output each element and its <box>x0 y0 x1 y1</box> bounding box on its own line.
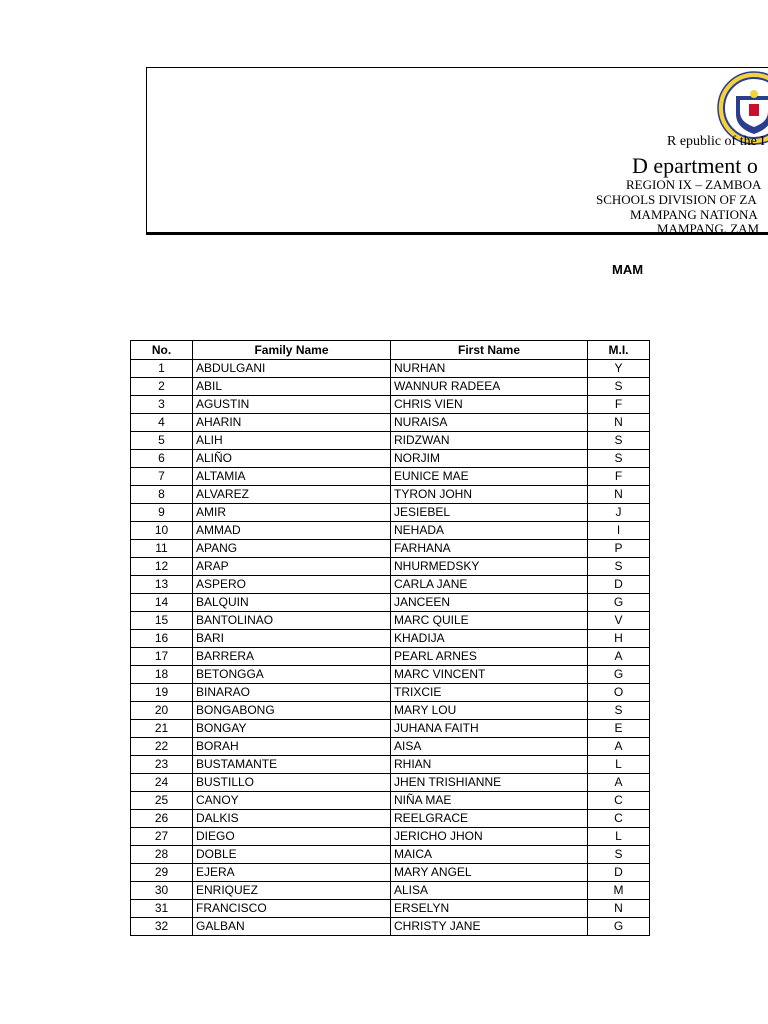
table-row <box>131 702 650 720</box>
cell-no: 9 <box>131 504 193 522</box>
cell-family-name: ABIL <box>193 378 391 396</box>
cell-first-name: MARY LOU <box>391 702 588 720</box>
cell-first-name: NURHAN <box>391 360 588 378</box>
cell-first-name: JHEN TRISHIANNE <box>391 774 588 792</box>
cell-family-name: ALIÑO <box>193 450 391 468</box>
letterhead-region: REGION IX – ZAMBOA <box>626 177 762 192</box>
table-row <box>131 522 650 540</box>
cell-mi: G <box>588 594 650 612</box>
cell-family-name: DALKIS <box>193 810 391 828</box>
cell-no: 24 <box>131 774 193 792</box>
cell-first-name: ERSELYN <box>391 900 588 918</box>
cell-family-name: ABDULGANI <box>193 360 391 378</box>
table-row <box>131 360 650 378</box>
cell-mi: C <box>588 792 650 810</box>
cell-mi: S <box>588 450 650 468</box>
cell-first-name: NORJIM <box>391 450 588 468</box>
table-header-row <box>131 341 650 360</box>
header-no: No. <box>131 341 193 360</box>
header-mi: M.I. <box>588 341 650 360</box>
cell-no: 11 <box>131 540 193 558</box>
cell-no: 30 <box>131 882 193 900</box>
cell-family-name: AHARIN <box>193 414 391 432</box>
cell-mi: G <box>588 666 650 684</box>
table-row <box>131 666 650 684</box>
cell-mi: D <box>588 864 650 882</box>
table-row <box>131 828 650 846</box>
cell-no: 32 <box>131 918 193 936</box>
cell-no: 6 <box>131 450 193 468</box>
cell-no: 26 <box>131 810 193 828</box>
cell-family-name: ALVAREZ <box>193 486 391 504</box>
cell-family-name: ASPERO <box>193 576 391 594</box>
cell-family-name: CANOY <box>193 792 391 810</box>
cell-no: 18 <box>131 666 193 684</box>
cell-family-name: BETONGGA <box>193 666 391 684</box>
table-row <box>131 486 650 504</box>
cell-family-name: ALIH <box>193 432 391 450</box>
cell-no: 20 <box>131 702 193 720</box>
cell-family-name: DOBLE <box>193 846 391 864</box>
letterhead-school: MAMPANG NATIONA <box>630 207 758 222</box>
cell-first-name: WANNUR RADEEA <box>391 378 588 396</box>
cell-mi: N <box>588 414 650 432</box>
cell-first-name: JANCEEN <box>391 594 588 612</box>
cell-mi: F <box>588 468 650 486</box>
table-row <box>131 792 650 810</box>
cell-no: 10 <box>131 522 193 540</box>
table-row <box>131 756 650 774</box>
cell-no: 3 <box>131 396 193 414</box>
cell-no: 12 <box>131 558 193 576</box>
cell-no: 29 <box>131 864 193 882</box>
table-row <box>131 810 650 828</box>
cell-family-name: AMIR <box>193 504 391 522</box>
table-row <box>131 504 650 522</box>
cell-mi: A <box>588 738 650 756</box>
table-row <box>131 738 650 756</box>
cell-family-name: ALTAMIA <box>193 468 391 486</box>
cell-no: 4 <box>131 414 193 432</box>
cell-family-name: AGUSTIN <box>193 396 391 414</box>
table-row <box>131 648 650 666</box>
cell-first-name: TRIXCIE <box>391 684 588 702</box>
cell-family-name: BARI <box>193 630 391 648</box>
cell-no: 25 <box>131 792 193 810</box>
table-row <box>131 396 650 414</box>
letterhead-address: MAMPANG, ZAM <box>657 221 760 236</box>
cell-no: 23 <box>131 756 193 774</box>
cell-family-name: DIEGO <box>193 828 391 846</box>
cell-no: 16 <box>131 630 193 648</box>
cell-first-name: MARY ANGEL <box>391 864 588 882</box>
table-row <box>131 558 650 576</box>
cell-first-name: CHRIS VIEN <box>391 396 588 414</box>
cell-no: 22 <box>131 738 193 756</box>
cell-first-name: FARHANA <box>391 540 588 558</box>
table-row <box>131 432 650 450</box>
cell-mi: E <box>588 720 650 738</box>
cell-first-name: MARC QUILE <box>391 612 588 630</box>
cell-mi: S <box>588 378 650 396</box>
table-row <box>131 918 650 936</box>
cell-family-name: ARAP <box>193 558 391 576</box>
cell-mi: S <box>588 846 650 864</box>
table-row <box>131 594 650 612</box>
cell-first-name: JERICHO JHON <box>391 828 588 846</box>
cell-first-name: NEHADA <box>391 522 588 540</box>
table-row <box>131 720 650 738</box>
cell-family-name: AMMAD <box>193 522 391 540</box>
cell-mi: O <box>588 684 650 702</box>
table-row <box>131 378 650 396</box>
cell-family-name: BINARAO <box>193 684 391 702</box>
cell-no: 7 <box>131 468 193 486</box>
cell-first-name: JESIEBEL <box>391 504 588 522</box>
cell-first-name: JUHANA FAITH <box>391 720 588 738</box>
cell-mi: S <box>588 702 650 720</box>
cell-mi: L <box>588 756 650 774</box>
cell-first-name: REELGRACE <box>391 810 588 828</box>
cell-mi: P <box>588 540 650 558</box>
table-row <box>131 684 650 702</box>
table-row <box>131 414 650 432</box>
letterhead-department: D epartment o <box>632 153 758 178</box>
cell-first-name: CHRISTY JANE <box>391 918 588 936</box>
letterhead <box>146 60 768 240</box>
cell-family-name: BUSTILLO <box>193 774 391 792</box>
cell-mi: L <box>588 828 650 846</box>
cell-no: 21 <box>131 720 193 738</box>
cell-family-name: ENRIQUEZ <box>193 882 391 900</box>
cell-mi: N <box>588 486 650 504</box>
cell-first-name: RIDZWAN <box>391 432 588 450</box>
cell-no: 13 <box>131 576 193 594</box>
cell-no: 19 <box>131 684 193 702</box>
cell-mi: S <box>588 432 650 450</box>
table-row <box>131 468 650 486</box>
student-roster-table <box>130 340 650 936</box>
cell-family-name: BUSTAMANTE <box>193 756 391 774</box>
cell-no: 27 <box>131 828 193 846</box>
cell-first-name: MAICA <box>391 846 588 864</box>
cell-no: 2 <box>131 378 193 396</box>
cell-first-name: TYRON JOHN <box>391 486 588 504</box>
header-first-name: First Name <box>391 341 588 360</box>
table-row <box>131 900 650 918</box>
letterhead-division: SCHOOLS DIVISION OF ZA <box>596 192 757 207</box>
table-row <box>131 450 650 468</box>
cell-mi: S <box>588 558 650 576</box>
cell-first-name: RHIAN <box>391 756 588 774</box>
cell-mi: Y <box>588 360 650 378</box>
document-title: MAM <box>612 262 644 277</box>
table-row <box>131 774 650 792</box>
cell-mi: V <box>588 612 650 630</box>
cell-first-name: NHURMEDSKY <box>391 558 588 576</box>
cell-family-name: GALBAN <box>193 918 391 936</box>
table-row <box>131 864 650 882</box>
cell-family-name: APANG <box>193 540 391 558</box>
table-row <box>131 540 650 558</box>
cell-no: 31 <box>131 900 193 918</box>
cell-first-name: PEARL ARNES <box>391 648 588 666</box>
letterhead-republic: R epublic of the I <box>667 134 765 149</box>
cell-mi: H <box>588 630 650 648</box>
cell-family-name: BANTOLINAO <box>193 612 391 630</box>
cell-no: 5 <box>131 432 193 450</box>
table-row <box>131 612 650 630</box>
table-row <box>131 630 650 648</box>
cell-mi: D <box>588 576 650 594</box>
cell-mi: C <box>588 810 650 828</box>
cell-mi: I <box>588 522 650 540</box>
cell-mi: F <box>588 396 650 414</box>
cell-mi: A <box>588 648 650 666</box>
cell-first-name: CARLA JANE <box>391 576 588 594</box>
cell-mi: M <box>588 882 650 900</box>
cell-mi: G <box>588 918 650 936</box>
table-row <box>131 882 650 900</box>
cell-mi: A <box>588 774 650 792</box>
cell-first-name: NURAISA <box>391 414 588 432</box>
table-row <box>131 846 650 864</box>
cell-mi: J <box>588 504 650 522</box>
cell-no: 14 <box>131 594 193 612</box>
cell-no: 15 <box>131 612 193 630</box>
cell-no: 1 <box>131 360 193 378</box>
table-row <box>131 576 650 594</box>
cell-family-name: BALQUIN <box>193 594 391 612</box>
cell-first-name: ALISA <box>391 882 588 900</box>
cell-first-name: MARC VINCENT <box>391 666 588 684</box>
cell-family-name: BONGABONG <box>193 702 391 720</box>
cell-family-name: BARRERA <box>193 648 391 666</box>
cell-first-name: EUNICE MAE <box>391 468 588 486</box>
cell-first-name: AISA <box>391 738 588 756</box>
cell-no: 28 <box>131 846 193 864</box>
cell-family-name: BONGAY <box>193 720 391 738</box>
cell-family-name: FRANCISCO <box>193 900 391 918</box>
cell-first-name: NIÑA MAE <box>391 792 588 810</box>
cell-mi: N <box>588 900 650 918</box>
cell-no: 17 <box>131 648 193 666</box>
cell-no: 8 <box>131 486 193 504</box>
cell-family-name: BORAH <box>193 738 391 756</box>
cell-first-name: KHADIJA <box>391 630 588 648</box>
cell-family-name: EJERA <box>193 864 391 882</box>
header-family-name: Family Name <box>193 341 391 360</box>
